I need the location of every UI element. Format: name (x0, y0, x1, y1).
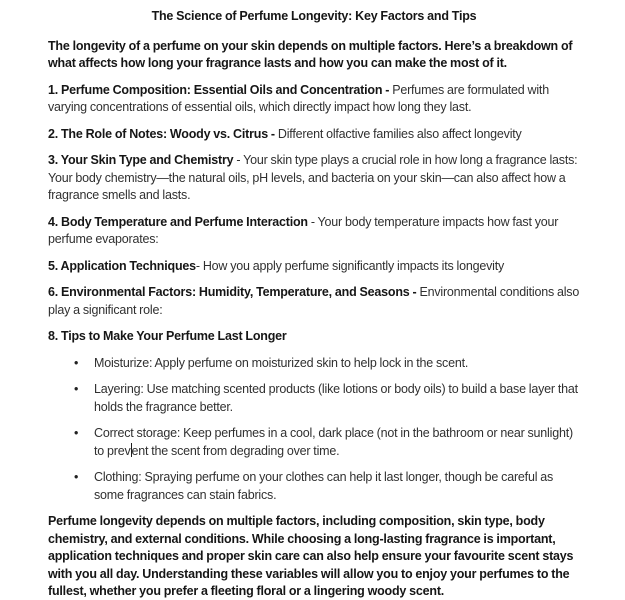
intro-paragraph[interactable]: The longevity of a perfume on your skin depends on multiple factors. Here’s a breakdown of what affects how long your fragrance lasts and how you can make the most of it. (48, 38, 573, 70)
section-paragraph-1[interactable] (48, 82, 580, 117)
section-heading-3: 3. Your Skin Type and Chemistry (48, 153, 234, 167)
document-title[interactable]: The Science of Perfume Longevity: Key Factors and Tips (151, 9, 477, 23)
bullet-text (94, 425, 580, 460)
section-heading-2: 2. The Role of Notes: Woody vs. Citrus - (48, 126, 278, 141)
section-body-3: - Your skin type plays a crucial role in how long a fragrance lasts: Your body chemistry—the natural oils, pH levels, and bacteria on your skin—can also affect how a fragrance smells and lasts. (48, 153, 578, 202)
section-paragraph-2[interactable] (48, 126, 580, 144)
tips-list (48, 355, 580, 505)
bullet-text: Clothing: Spraying perfume on your clothes can help it last longer, though be careful as some fragrances can stain fabrics. (94, 470, 554, 502)
bullet-text: Layering: Use matching scented products (like lotions or body oils) to build a base layer that holds the fragrance better. (94, 382, 578, 414)
section-body-5: - How you apply perfume significantly impacts its longevity (195, 258, 505, 273)
list-item-layering[interactable] (48, 381, 580, 416)
bullet-text-before-caret: Correct storage: Keep perfumes in a cool, dark place (not in the bathroom or near sunlight) to prev (94, 426, 573, 458)
bullet-icon: • (74, 426, 79, 440)
list-item-moisturize[interactable] (48, 355, 580, 373)
section-heading-1: 1. Perfume Composition: Essential Oils and Concentration - (48, 82, 393, 97)
section-heading-6: 6. Environmental Factors: Humidity, Temperature, and Seasons - (48, 285, 420, 299)
section-heading-5: 5. Application Techniques (48, 258, 196, 273)
section-body-4: - Your body temperature impacts how fast your perfume evaporates: (48, 214, 559, 246)
bullet-text: Moisturize: Apply perfume on moisturized skin to help lock in the scent. (94, 355, 469, 370)
bullet-icon: • (74, 382, 79, 396)
section-heading-4: 4. Body Temperature and Perfume Interaction (48, 214, 308, 229)
conclusion-paragraph[interactable]: Perfume longevity depends on multiple factors, including composition, skin type, body chemistry, and external conditions. While choosing a long-lasting fragrance is important, application techniques and proper skin care can also help ensure your favourite scent stays with you all day. Understanding these variables will allow you to enjoy your perfumes to the fullest, whether you prefer a fleeting floral or a lingering woody scent. (48, 514, 574, 598)
bullet-icon: • (74, 470, 79, 484)
section-paragraph-3[interactable] (48, 152, 580, 205)
list-item-correct-storage[interactable] (48, 425, 580, 460)
section-body-6: Environmental conditions also play a significant role: (48, 285, 580, 317)
section-paragraph-5[interactable] (48, 258, 580, 276)
section-paragraph-6[interactable] (48, 284, 580, 319)
list-item-clothing[interactable] (48, 469, 580, 504)
section-body-1: Perfumes are formulated with varying concentrations of essential oils, which directly impact how long they last. (48, 82, 549, 114)
section-paragraph-4[interactable] (48, 214, 580, 249)
tips-heading[interactable]: 8. Tips to Make Your Perfume Last Longer (48, 329, 287, 343)
section-body-2: Different olfactive families also affect longevity (277, 126, 522, 141)
bullet-text-after-caret: ent the scent from degrading over time. (131, 443, 340, 458)
bullet-icon: • (74, 355, 79, 370)
